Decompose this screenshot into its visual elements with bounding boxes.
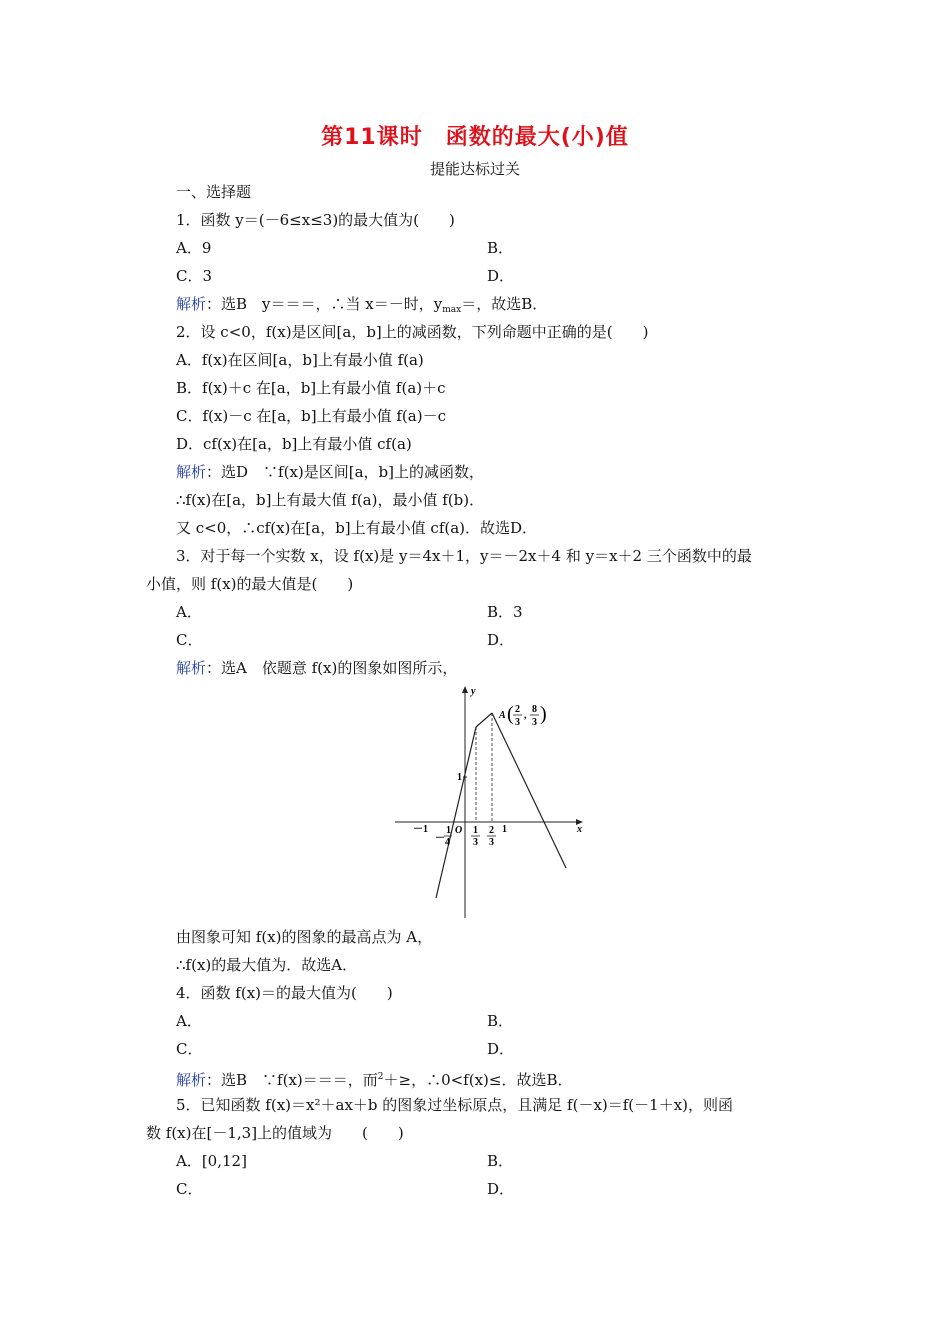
q2-solution-line1 <box>176 462 484 482</box>
tick-one-third-num: 1 <box>473 825 478 836</box>
solution-label: 解析 <box>176 463 207 481</box>
x-tick-neg1: －1 <box>413 824 428 835</box>
q4-stem: 4．函数 f(x)＝的最大值为( ) <box>176 984 393 1002</box>
point-a-paren-open: ( <box>507 703 514 725</box>
q3-solution <box>176 658 457 678</box>
point-a-y-den: 3 <box>532 717 537 728</box>
q3-stem-line2: 小值，则 f(x)的最大值是( ) <box>146 575 354 593</box>
point-a-comma: , <box>524 710 527 721</box>
tick-two-thirds-num: 2 <box>489 825 494 836</box>
y-tick-one: 1 <box>457 772 462 783</box>
solution-label: 解析 <box>176 1071 207 1089</box>
q1-option-a: A．9 <box>176 239 212 257</box>
q2-stem: 2．设 c<0，f(x)是区间[a，b]上的减函数，下列命题中正确的是( ) <box>176 323 649 341</box>
q5-option-a: A．[0,12] <box>176 1152 247 1170</box>
q3-option-a: A． <box>176 603 202 621</box>
q1-solution <box>176 294 547 320</box>
q3-stem-line1: 3．对于每一个实数 x，设 f(x)是 y＝4x＋1，y＝－2x＋4 和 y＝x＋2 三个函数中的最 <box>176 547 752 565</box>
q3-after-line1: 由图象可知 f(x)的图象的最高点为 A， <box>176 928 433 946</box>
q3-option-d: D． <box>487 631 515 649</box>
point-a-label: A <box>499 710 506 721</box>
q4-option-a: A． <box>176 1012 202 1030</box>
q2-option-c: C．f(x)－c 在[a，b]上有最小值 f(a)－c <box>176 407 446 425</box>
lesson-title: 第11课时 函数的最大(小)值 <box>321 125 629 150</box>
line-y-4x-plus-1 <box>436 727 476 898</box>
q4-solution-sup: 2 <box>377 1072 384 1082</box>
line-y-neg2x-plus-4 <box>492 713 566 868</box>
q1-solution-text: ：选B y＝＝＝，∴当 x＝－时，y <box>206 295 443 313</box>
tick-two-thirds-den: 3 <box>489 837 494 848</box>
section-heading: 一、选择题 <box>176 183 252 201</box>
q4-solution <box>176 1067 573 1090</box>
point-a-x-den: 3 <box>515 717 520 728</box>
point-a-y-num: 8 <box>532 704 537 715</box>
q1-option-c: C．3 <box>176 267 213 285</box>
q2-option-b: B．f(x)＋c 在[a，b]上有最小值 f(a)＋c <box>176 379 446 397</box>
x-tick-one: 1 <box>502 824 507 835</box>
q4-option-c: C． <box>176 1040 203 1058</box>
x-axis-label: x <box>577 824 582 835</box>
q2-solution-text: ：选D ∵f(x)是区间[a，b]上的减函数， <box>206 463 485 481</box>
q4-solution-text-a: ：选B ∵f(x)＝＝＝，而 <box>206 1071 378 1089</box>
point-a-x-num: 2 <box>515 704 520 715</box>
q2-solution-line3: 又 c<0，∴cf(x)在[a，b]上有最小值 cf(a)．故选D． <box>176 519 538 537</box>
y-axis-arrow <box>462 686 468 693</box>
q1-stem: 1．函数 y＝(－6≤x≤3)的最大值为( ) <box>176 211 455 229</box>
solution-label: 解析 <box>176 659 207 677</box>
point-a-paren-close: ) <box>540 703 547 725</box>
q5-option-b: B． <box>487 1152 514 1170</box>
q4-option-d: D． <box>487 1040 515 1058</box>
tick-one-third-den: 3 <box>473 837 478 848</box>
q5-option-c: C． <box>176 1180 203 1198</box>
solution-label: 解析 <box>176 295 207 313</box>
q2-solution-line2: ∴f(x)在[a，b]上有最大值 f(a)，最小值 f(b)． <box>176 491 485 509</box>
lesson-subtitle: 提能达标过关 <box>429 160 520 178</box>
q4-option-b: B． <box>487 1012 514 1030</box>
q2-option-a: A．f(x)在区间[a，b]上有最小值 f(a) <box>176 351 424 369</box>
function-graph <box>395 680 595 920</box>
q1-option-d: D． <box>487 267 515 285</box>
neg-quarter-den: 4 <box>445 837 450 848</box>
line-y-x-plus-2 <box>476 713 492 727</box>
q2-option-d: D．cf(x)在[a，b]上有最小值 cf(a) <box>176 435 412 453</box>
q1-solution-sub: max <box>442 305 462 315</box>
neg-quarter-sign: － <box>435 833 445 844</box>
y-axis-label: y <box>471 686 476 697</box>
q5-stem-line2: 数 f(x)在[－1,3]上的值域为 ( ) <box>146 1124 404 1142</box>
q3-option-c: C． <box>176 631 203 649</box>
q3-after-line2: ∴f(x)的最大值为．故选A． <box>176 956 358 974</box>
q3-option-b: B．3 <box>487 603 523 621</box>
q4-solution-text-b: ＋≥，∴0<f(x)≤．故选B． <box>383 1071 573 1089</box>
q1-solution-tail: ＝，故选B． <box>461 295 548 313</box>
q1-option-b: B． <box>487 239 514 257</box>
q5-stem-line1: 5．已知函数 f(x)＝x²＋ax＋b 的图象过坐标原点，且满足 f(－x)＝f(－1＋x)，则函 <box>176 1096 734 1114</box>
q5-option-d: D． <box>487 1180 515 1198</box>
q3-solution-text: ：选A 依题意 f(x)的图象如图所示， <box>206 659 458 677</box>
origin-label: O <box>455 825 463 836</box>
neg-quarter-num: 1 <box>446 825 451 836</box>
